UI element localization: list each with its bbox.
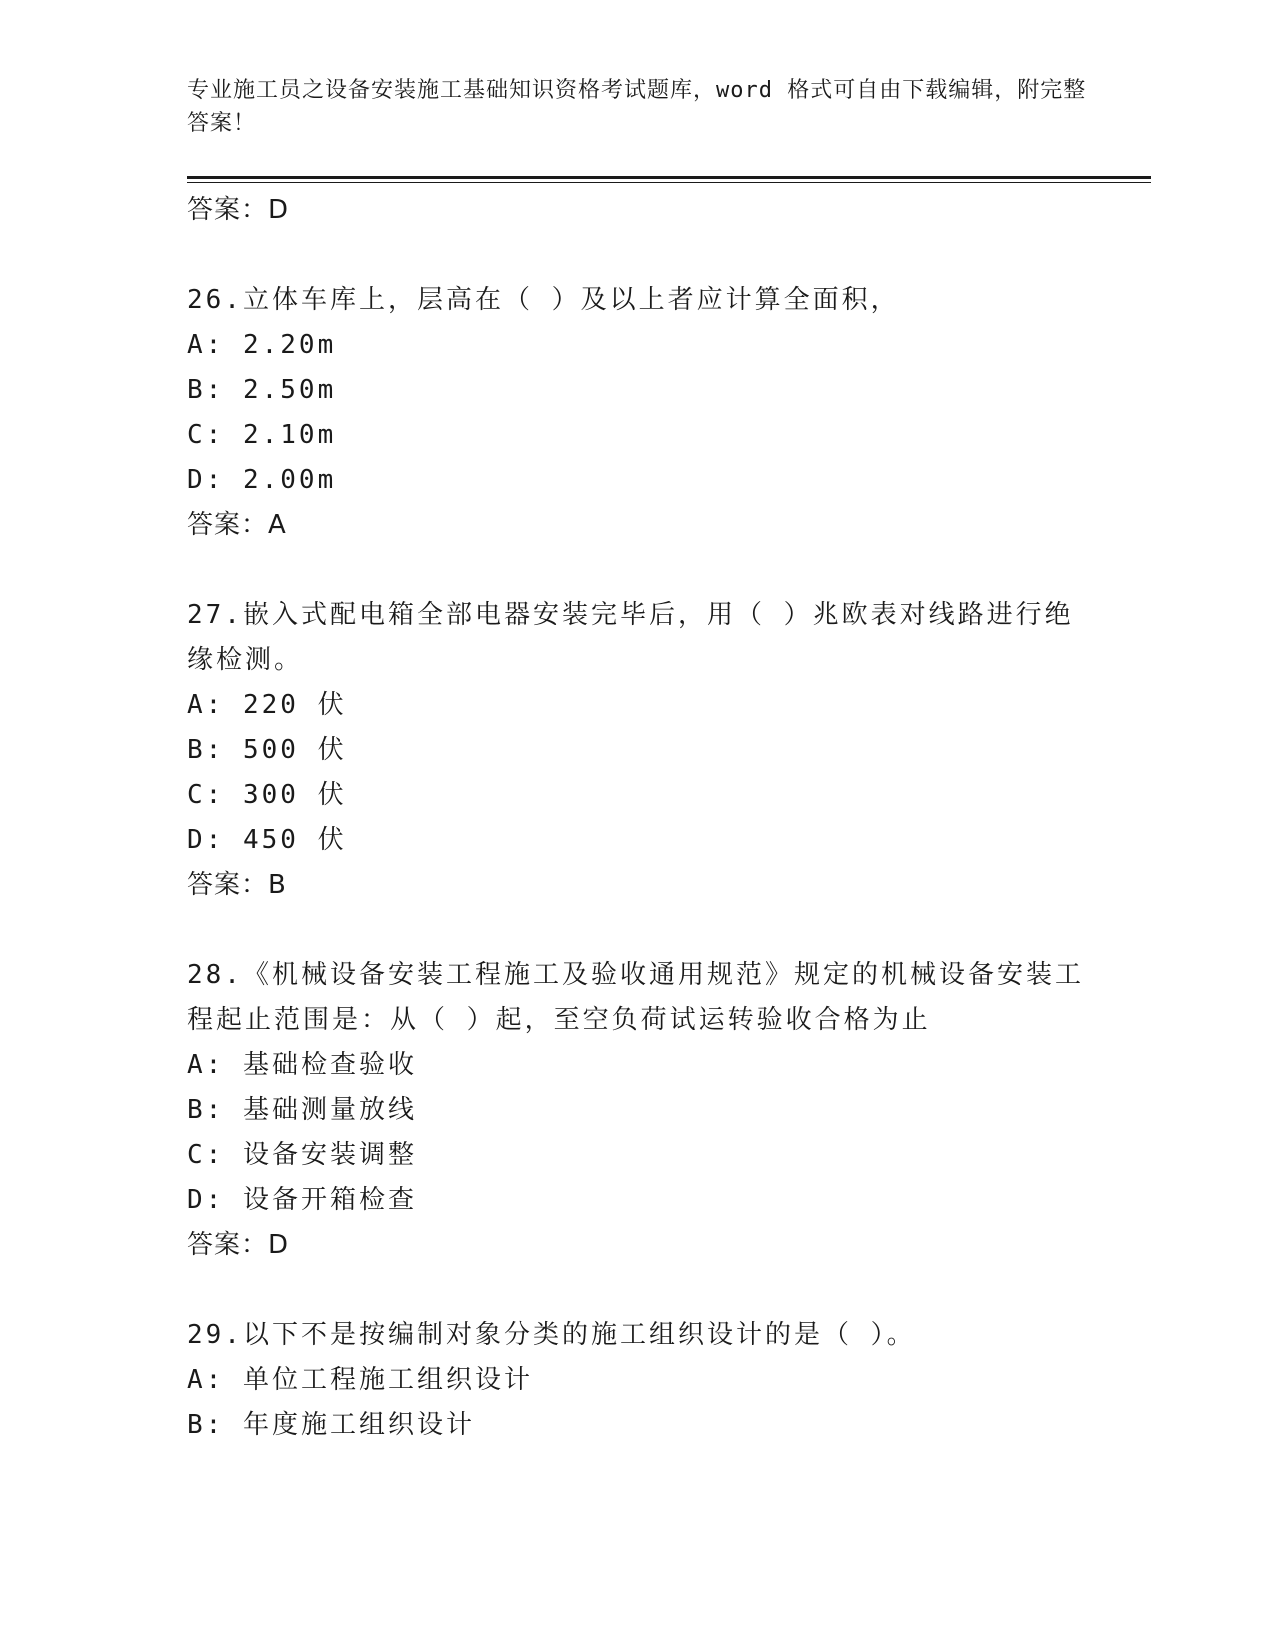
option-b: B: 基础测量放线 — [187, 1095, 417, 1125]
question-28 — [187, 953, 1087, 1268]
question-26 — [187, 278, 1087, 548]
option-a: A: 基础检查验收 — [187, 1050, 417, 1080]
option-a: A: 220 伏 — [187, 690, 347, 720]
option-b: B: 500 伏 — [187, 735, 347, 765]
answer-line: 答案：D — [187, 195, 290, 225]
question-29 — [187, 1313, 1087, 1448]
option-d: D: 设备开箱检查 — [187, 1185, 417, 1215]
answer-line: 答案：D — [187, 1230, 290, 1260]
option-a: A: 2.20m — [187, 330, 337, 360]
question-27 — [187, 593, 1087, 908]
option-d: D: 2.00m — [187, 465, 337, 495]
question-stem: 27.嵌入式配电箱全部电器安装完毕后，用（ ）兆欧表对线路进行绝缘检测。 — [187, 600, 1074, 675]
answer-line: 答案：B — [187, 870, 287, 900]
header-divider-thick — [187, 176, 1151, 179]
option-c: C: 300 伏 — [187, 780, 347, 810]
page-header: 专业施工员之设备安装施工基础知识资格考试题库，word 格式可自由下载编辑，附完整答案！ — [187, 78, 1087, 136]
option-b: B: 2.50m — [187, 375, 337, 405]
option-c: C: 设备安装调整 — [187, 1140, 417, 1170]
option-d: D: 450 伏 — [187, 825, 347, 855]
question-list — [187, 188, 1087, 1493]
answer-line: 答案：A — [187, 510, 287, 540]
question-stem: 28.《机械设备安装工程施工及验收通用规范》规定的机械设备安装工程起止范围是：从（ ）起，至空负荷试运转验收合格为止 — [187, 960, 1084, 1035]
header-divider-thin — [187, 182, 1151, 183]
option-b: B: 年度施工组织设计 — [187, 1410, 475, 1440]
option-c: C: 2.10m — [187, 420, 337, 450]
question-stem: 29.以下不是按编制对象分类的施工组织设计的是（ ）。 — [187, 1320, 916, 1350]
question-stem: 26.立体车库上，层高在（ ）及以上者应计算全面积， — [187, 285, 900, 315]
option-a: A: 单位工程施工组织设计 — [187, 1365, 533, 1395]
